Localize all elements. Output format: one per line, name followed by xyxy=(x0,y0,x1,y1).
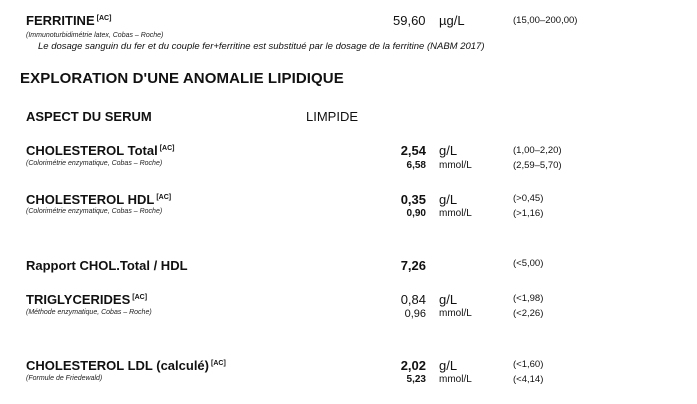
cholesterol-ldl-value-gl: 2,02 xyxy=(400,358,426,373)
cholesterol-ldl-value-mmol: 5,23 xyxy=(406,374,426,385)
ferritine-name: FERRITINE xyxy=(26,13,95,28)
cholesterol-ldl-accreditation-tag: [AC] xyxy=(211,360,226,367)
cholesterol-hdl-method: (Colorimétrie enzymatique, Cobas – Roche) xyxy=(26,208,163,215)
cholesterol-total-method: (Colorimétrie enzymatique, Cobas – Roche) xyxy=(26,160,163,167)
ferritine-unit: µg/L xyxy=(439,13,465,28)
ferritine-method: (Immunoturbidimétrie latex, Cobas – Roche) xyxy=(26,32,164,39)
triglycerides-value-mmol: 0,96 xyxy=(404,308,426,320)
cholesterol-total-value-mmol: 6,58 xyxy=(406,160,426,171)
triglycerides-ref-gl: (<1,98) xyxy=(513,293,544,304)
triglycerides-ref-mmol: (<2,26) xyxy=(513,308,544,319)
cholesterol-hdl-unit-gl: g/L xyxy=(439,192,458,207)
cholesterol-total-value-gl: 2,54 xyxy=(400,143,426,158)
cholesterol-ldl-ref-gl: (<1,60) xyxy=(513,359,544,370)
ratio-value: 7,26 xyxy=(400,258,426,273)
cholesterol-hdl-accreditation-tag: [AC] xyxy=(156,194,172,201)
cholesterol-total-unit-mmol: mmol/L xyxy=(439,160,472,171)
cholesterol-total-ref-mmol: (2,59–5,70) xyxy=(513,160,562,171)
cholesterol-hdl-ref-mmol: (>1,16) xyxy=(513,208,544,219)
cholesterol-total-unit-gl: g/L xyxy=(439,143,458,158)
cholesterol-total-accreditation-tag: [AC] xyxy=(159,145,175,152)
cholesterol-ldl-name: CHOLESTEROL LDL (calculé) xyxy=(26,358,209,373)
cholesterol-hdl-value-mmol: 0,90 xyxy=(406,208,426,219)
triglycerides-method: (Méthode enzymatique, Cobas – Roche) xyxy=(26,309,152,316)
ferritine-reference-range: (15,00–200,00) xyxy=(513,15,578,26)
ferritine-value: 59,60 xyxy=(393,13,426,28)
cholesterol-hdl-ref-gl: (>0,45) xyxy=(513,193,544,204)
triglycerides-value-gl: 0,84 xyxy=(400,292,426,307)
cholesterol-ldl-method: (Formule de Friedewald) xyxy=(26,375,103,382)
cholesterol-hdl-unit-mmol: mmol/L xyxy=(439,208,472,219)
section-title: EXPLORATION D'UNE ANOMALIE LIPIDIQUE xyxy=(20,70,344,87)
cholesterol-ldl-ref-mmol: (<4,14) xyxy=(513,374,544,385)
ratio-label: Rapport CHOL.Total / HDL xyxy=(26,258,188,273)
ferritine-label xyxy=(26,13,111,28)
cholesterol-ldl-unit-gl: g/L xyxy=(439,358,458,373)
cholesterol-ldl-label xyxy=(26,358,226,373)
triglycerides-unit-mmol: mmol/L xyxy=(439,308,472,319)
cholesterol-hdl-name: CHOLESTEROL HDL xyxy=(26,192,155,207)
ferritine-accreditation-tag: [AC] xyxy=(96,15,112,22)
cholesterol-total-ref-gl: (1,00–2,20) xyxy=(513,145,562,156)
cholesterol-total-name: CHOLESTEROL Total xyxy=(26,143,158,158)
ratio-reference-range: (<5,00) xyxy=(513,258,544,269)
triglycerides-accreditation-tag: [AC] xyxy=(132,294,148,301)
aspect-serum-label: ASPECT DU SERUM xyxy=(26,109,152,124)
cholesterol-total-label xyxy=(26,143,174,158)
triglycerides-unit-gl: g/L xyxy=(439,292,458,307)
cholesterol-ldl-unit-mmol: mmol/L xyxy=(439,374,472,385)
triglycerides-label xyxy=(26,292,147,307)
triglycerides-name: TRIGLYCERIDES xyxy=(26,292,131,307)
ferritine-note: Le dosage sanguin du fer et du couple fer+ferritine est substitué par le dosage de la ferritine (NABM 2017) xyxy=(38,41,485,52)
aspect-serum-value: LIMPIDE xyxy=(306,109,359,124)
cholesterol-hdl-label xyxy=(26,192,171,207)
cholesterol-hdl-value-gl: 0,35 xyxy=(400,192,426,207)
